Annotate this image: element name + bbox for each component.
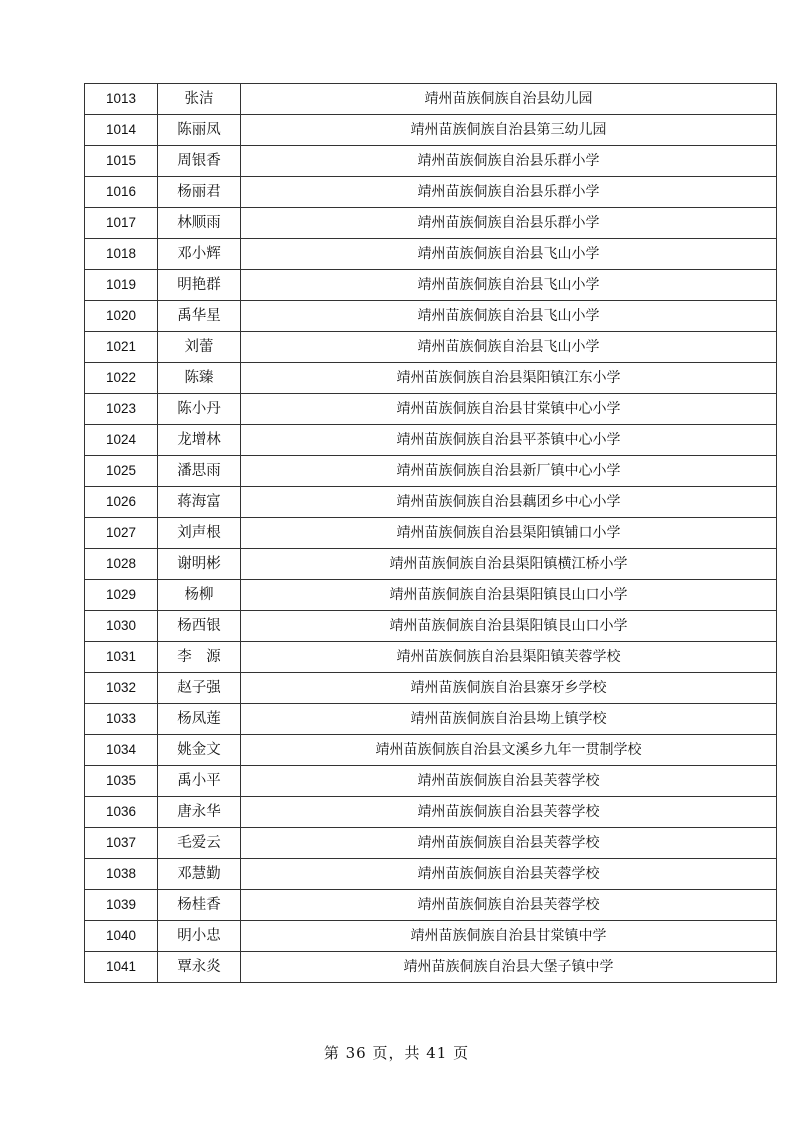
school-cell: 靖州苗族侗族自治县渠阳镇横江桥小学 — [241, 549, 777, 580]
school-cell: 靖州苗族侗族自治县芙蓉学校 — [241, 766, 777, 797]
name-cell: 蒋海富 — [158, 487, 241, 518]
name-cell: 龙增林 — [158, 425, 241, 456]
table-row — [85, 611, 777, 642]
table-row — [85, 208, 777, 239]
table-row — [85, 518, 777, 549]
school-cell: 靖州苗族侗族自治县芙蓉学校 — [241, 797, 777, 828]
row-number-cell: 1029 — [85, 580, 158, 611]
row-number-cell: 1020 — [85, 301, 158, 332]
table-row — [85, 363, 777, 394]
school-cell: 靖州苗族侗族自治县甘棠镇中学 — [241, 921, 777, 952]
name-cell: 潘思雨 — [158, 456, 241, 487]
table-row — [85, 952, 777, 983]
table-row — [85, 425, 777, 456]
school-cell: 靖州苗族侗族自治县甘棠镇中心小学 — [241, 394, 777, 425]
school-cell: 靖州苗族侗族自治县渠阳镇艮山口小学 — [241, 580, 777, 611]
name-cell: 刘蕾 — [158, 332, 241, 363]
name-cell: 明艳群 — [158, 270, 241, 301]
row-number-cell: 1033 — [85, 704, 158, 735]
name-cell: 唐永华 — [158, 797, 241, 828]
name-cell: 邓小辉 — [158, 239, 241, 270]
name-cell: 明小忠 — [158, 921, 241, 952]
roster-body — [85, 84, 777, 983]
row-number-cell: 1037 — [85, 828, 158, 859]
table-row — [85, 673, 777, 704]
row-number-cell: 1013 — [85, 84, 158, 115]
table-row — [85, 84, 777, 115]
row-number-cell: 1015 — [85, 146, 158, 177]
table-row — [85, 642, 777, 673]
table-row — [85, 115, 777, 146]
roster-table — [84, 83, 777, 983]
table-row — [85, 580, 777, 611]
school-cell: 靖州苗族侗族自治县渠阳镇铺口小学 — [241, 518, 777, 549]
school-cell: 靖州苗族侗族自治县渠阳镇芙蓉学校 — [241, 642, 777, 673]
row-number-cell: 1026 — [85, 487, 158, 518]
school-cell: 靖州苗族侗族自治县乐群小学 — [241, 177, 777, 208]
row-number-cell: 1022 — [85, 363, 158, 394]
table-row — [85, 239, 777, 270]
school-cell: 靖州苗族侗族自治县文溪乡九年一贯制学校 — [241, 735, 777, 766]
table-row — [85, 828, 777, 859]
school-cell: 靖州苗族侗族自治县渠阳镇江东小学 — [241, 363, 777, 394]
row-number-cell: 1023 — [85, 394, 158, 425]
table-row — [85, 549, 777, 580]
school-cell: 靖州苗族侗族自治县坳上镇学校 — [241, 704, 777, 735]
school-cell: 靖州苗族侗族自治县乐群小学 — [241, 146, 777, 177]
name-cell: 杨柳 — [158, 580, 241, 611]
name-cell: 陈臻 — [158, 363, 241, 394]
name-cell: 杨西银 — [158, 611, 241, 642]
name-cell: 禹小平 — [158, 766, 241, 797]
name-cell: 陈小丹 — [158, 394, 241, 425]
table-row — [85, 797, 777, 828]
table-row — [85, 921, 777, 952]
school-cell: 靖州苗族侗族自治县渠阳镇艮山口小学 — [241, 611, 777, 642]
school-cell: 靖州苗族侗族自治县平茶镇中心小学 — [241, 425, 777, 456]
row-number-cell: 1040 — [85, 921, 158, 952]
school-cell: 靖州苗族侗族自治县芙蓉学校 — [241, 859, 777, 890]
row-number-cell: 1027 — [85, 518, 158, 549]
table-row — [85, 735, 777, 766]
school-cell: 靖州苗族侗族自治县飞山小学 — [241, 270, 777, 301]
name-cell: 禹华星 — [158, 301, 241, 332]
table-row — [85, 301, 777, 332]
school-cell: 靖州苗族侗族自治县幼儿园 — [241, 84, 777, 115]
school-cell: 靖州苗族侗族自治县藕团乡中心小学 — [241, 487, 777, 518]
name-cell: 毛爱云 — [158, 828, 241, 859]
table-row — [85, 177, 777, 208]
school-cell: 靖州苗族侗族自治县飞山小学 — [241, 332, 777, 363]
table-row — [85, 270, 777, 301]
row-number-cell: 1041 — [85, 952, 158, 983]
school-cell: 靖州苗族侗族自治县大堡子镇中学 — [241, 952, 777, 983]
row-number-cell: 1018 — [85, 239, 158, 270]
school-cell: 靖州苗族侗族自治县第三幼儿园 — [241, 115, 777, 146]
name-cell: 覃永炎 — [158, 952, 241, 983]
table-row — [85, 146, 777, 177]
name-cell: 谢明彬 — [158, 549, 241, 580]
school-cell: 靖州苗族侗族自治县芙蓉学校 — [241, 890, 777, 921]
table-row — [85, 394, 777, 425]
table-row — [85, 859, 777, 890]
name-cell: 张洁 — [158, 84, 241, 115]
name-cell: 周银香 — [158, 146, 241, 177]
school-cell: 靖州苗族侗族自治县乐群小学 — [241, 208, 777, 239]
page-number: 第 36 页，共 41 页 — [323, 1044, 470, 1062]
row-number-cell: 1025 — [85, 456, 158, 487]
row-number-cell: 1030 — [85, 611, 158, 642]
table-row — [85, 766, 777, 797]
row-number-cell: 1028 — [85, 549, 158, 580]
name-cell: 陈丽凤 — [158, 115, 241, 146]
name-cell: 姚金文 — [158, 735, 241, 766]
table-row — [85, 332, 777, 363]
school-cell: 靖州苗族侗族自治县飞山小学 — [241, 239, 777, 270]
row-number-cell: 1036 — [85, 797, 158, 828]
row-number-cell: 1019 — [85, 270, 158, 301]
table-row — [85, 890, 777, 921]
name-cell: 杨凤莲 — [158, 704, 241, 735]
row-number-cell: 1034 — [85, 735, 158, 766]
row-number-cell: 1035 — [85, 766, 158, 797]
row-number-cell: 1017 — [85, 208, 158, 239]
table-row — [85, 487, 777, 518]
row-number-cell: 1021 — [85, 332, 158, 363]
name-cell: 赵子强 — [158, 673, 241, 704]
row-number-cell: 1039 — [85, 890, 158, 921]
name-cell: 邓慧勤 — [158, 859, 241, 890]
school-cell: 靖州苗族侗族自治县飞山小学 — [241, 301, 777, 332]
school-cell: 靖州苗族侗族自治县寨牙乡学校 — [241, 673, 777, 704]
school-cell: 靖州苗族侗族自治县芙蓉学校 — [241, 828, 777, 859]
row-number-cell: 1014 — [85, 115, 158, 146]
name-cell: 李 源 — [158, 642, 241, 673]
row-number-cell: 1032 — [85, 673, 158, 704]
name-cell: 林顺雨 — [158, 208, 241, 239]
row-number-cell: 1038 — [85, 859, 158, 890]
row-number-cell: 1031 — [85, 642, 158, 673]
table-row — [85, 456, 777, 487]
row-number-cell: 1024 — [85, 425, 158, 456]
name-cell: 刘声根 — [158, 518, 241, 549]
row-number-cell: 1016 — [85, 177, 158, 208]
table-row — [85, 704, 777, 735]
school-cell: 靖州苗族侗族自治县新厂镇中心小学 — [241, 456, 777, 487]
name-cell: 杨丽君 — [158, 177, 241, 208]
name-cell: 杨桂香 — [158, 890, 241, 921]
